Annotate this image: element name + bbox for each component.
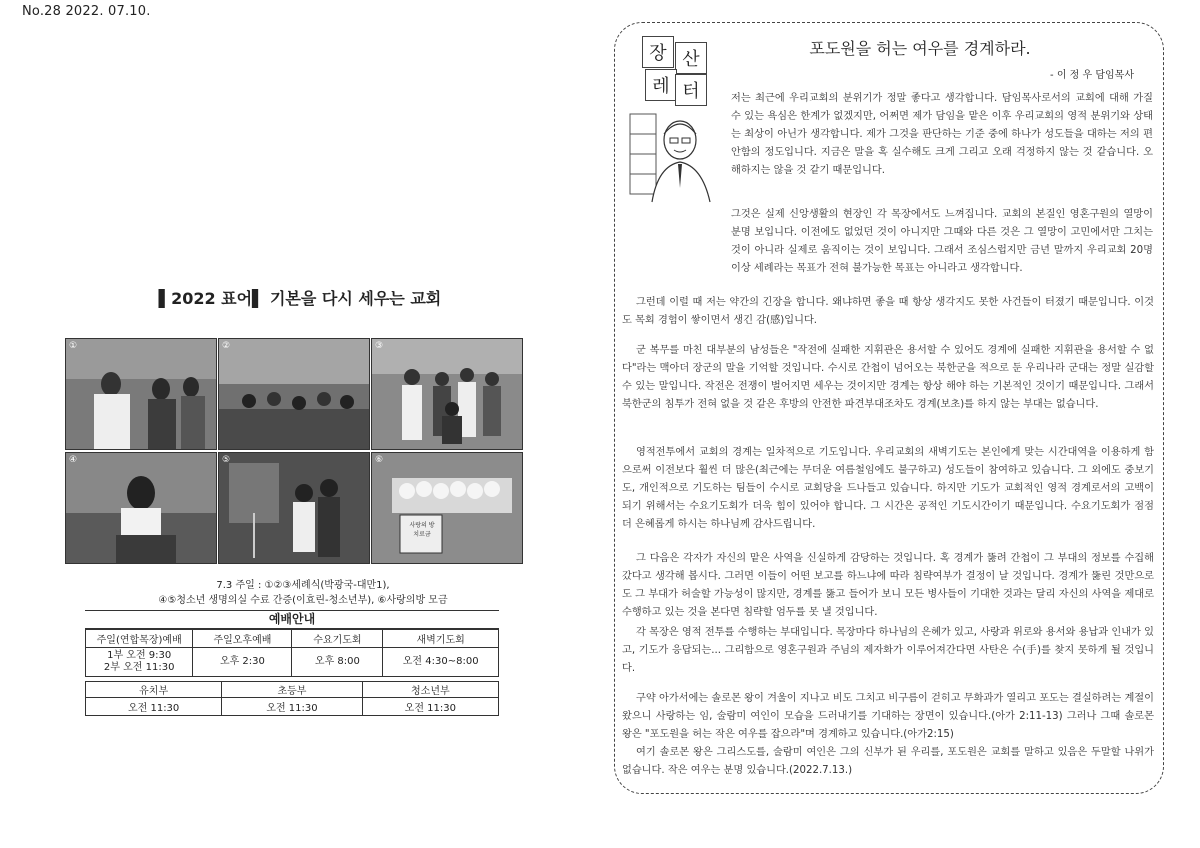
- photo-testimony-2-image: [219, 453, 369, 563]
- worship-title: 예배안내: [85, 610, 499, 629]
- letter-paragraph: 구약 아가서에는 솔로몬 왕이 겨울이 지나고 비도 그치고 비구름이 걷히고 무화과가 열리고 포도는 결실하려는 계절이 왔으니 사랑하는 임, 술람미 여인이 모습을 드러내기를 기대하는 장면이 있습니다.(아가 2:11-13) 그러나 그때 솔로몬 왕은 "포도원을 허는 작은 여우를 잡으라"며 경계하고 있습니다.(아가2:15): [622, 693, 1154, 740]
- letter-paragraph: 그 다음은 각자가 자신의 맡은 사역을 신실하게 감당하는 것입니다. 혹 경계가 뚫려 간첩이 그 부대의 정보를 수집해 갔다고 생각해 봅시다. 그러면 이들이 어떤 보고를 하느냐에 따라 침략여부가 결정이 날 것입니다. 경계가 뚫린 것만으로도 그 부대가 허술할 가능성이 많지만, 경계를 뚫고 들어가 보니 모든 병사들이 기대한 것과는 달리 자신의 사역을 제대로 수행하고 있는 것을 본다면 침략할 엄두를 못 낼 것입니다.: [622, 553, 1154, 618]
- department-time: 오전 11:30: [86, 698, 222, 716]
- year-motto: ▌2022 표어▌ 기본을 다시 세우는 교회: [158, 289, 442, 308]
- letter-paragraph: 그런데 이럴 때 저는 약간의 긴장을 합니다. 왜냐하면 좋을 때 항상 생각지도 못한 사건들이 터졌기 때문입니다. 이것도 목회 경험이 쌓이면서 생긴 감(感)입니다.: [622, 297, 1154, 326]
- caption-line-2: ④⑤청소년 생명의실 수료 간증(이효린-청소년부), ⑥사랑의방 모금: [158, 595, 448, 606]
- photo-number: ⑥: [375, 455, 384, 465]
- department-time: 오전 11:30: [222, 698, 362, 716]
- photo-number: ⑤: [222, 455, 231, 465]
- letter-paragraph: 각 목장은 영적 전투를 수행하는 부대입니다. 목장마다 하나님의 은혜가 있고, 사랑과 위로와 용서와 용납과 인내가 있고, 기도가 응답되는... 그리함으로 영혼구원과 주님의 제자화가 이루어져간다면 사탄은 수(手)를 찾지 못하게 될 것입니다.: [622, 627, 1154, 674]
- department-header: 유치부: [86, 682, 222, 698]
- photo-number: ②: [222, 341, 231, 351]
- photo-baptism-1-image: [66, 339, 216, 449]
- column-badge: [642, 36, 706, 102]
- worship-header: 새벽기도회: [383, 630, 499, 648]
- worship-header: 주일(연합목장)예배: [86, 630, 193, 648]
- photo-baptism-2-image: [219, 339, 369, 449]
- worship-header: 주일오후예배: [193, 630, 292, 648]
- photo-donation: [371, 452, 523, 564]
- photo-baptism-1: [65, 338, 217, 450]
- letter-title: 포도원을 허는 여우를 경계하라.: [809, 39, 1031, 58]
- photo-baptism-3: [371, 338, 523, 450]
- photo-baptism-3-image: [372, 339, 522, 449]
- letter-paragraph: 그것은 실제 신앙생활의 현장인 각 목장에서도 느껴집니다. 교회의 본질인 영혼구원의 열망이 분명 보입니다. 이전에도 없었던 것이 아니지만 그때와 다른 것은 그 열망이 고민에서만 그치는 것이 아니라 실제로 움직이는 것이 보입니다. 그래서 조심스럽지만 금년 말까지 우리교회 20명 이상 세례라는 목표가 전혀 불가능한 목표는 아니라고 생각합니다.: [731, 209, 1153, 274]
- photo-testimony-1-image: [66, 453, 216, 563]
- department-table: [85, 681, 499, 716]
- letter-paragraph: 여기 솔로몬 왕은 그리스도를, 술람미 여인은 그의 신부가 된 우리를, 포도원은 교회를 말하고 있음은 두말할 나위가 없습니다. 작은 여우는 분명 있습니다.(2022.7.13.): [622, 747, 1154, 776]
- worship-time: 오후 2:30: [193, 648, 292, 677]
- badge-char: 레: [645, 69, 677, 101]
- worship-time: 오후 8:00: [292, 648, 383, 677]
- photo-grid: [65, 338, 541, 564]
- letter-paragraph: 군 복무를 마친 대부분의 남성들은 "작전에 실패한 지휘관은 용서할 수 있어도 경계에 실패한 지휘관을 용서할 수 없다"라는 맥아더 장군의 말을 기억할 것입니다. 수시로 간첩이 넘어오는 북한군을 적으로 둔 우리나라 군대는 정말 실감할 수 있는 말입니다. 작전은 전쟁이 벌어지면 세우는 것이지만 경계는 항상 해야 하는 기본적인 것이기 때문입니다. 그래서 북한군의 침투가 전혀 없을 것 같은 후방의 안전한 파견부대조차도 경계(보초)를 하지 않는 부대는 없습니다.: [622, 345, 1154, 410]
- department-header: 초등부: [222, 682, 362, 698]
- department-header: 청소년부: [362, 682, 498, 698]
- letter-paragraph: 영적전투에서 교회의 경계는 일차적으로 기도입니다. 우리교회의 새벽기도는 본인에게 맞는 시간대역을 이용하게 함으로써 이전보다 훨씬 더 많은(최근에는 무더운 여름철임에도 불구하고) 성도들이 참여하고 있습니다. 그 외에도 중보기도, 개인적으로 기도하는 팀들이 수시로 교회당을 드나들고 있습니다. 하지만 기도가 교회적인 영적 경계로서의 고백이 되기 위해서는 수요기도회가 더욱 힘이 있어야 합니다. 그 시간은 공적인 기도시간이기 때문입니다. 수요기도회가 점점 더 은혜롭게 하시는 하나님께 감사드립니다.: [622, 447, 1154, 530]
- photo-testimony-2: [218, 452, 370, 564]
- photo-caption: [65, 578, 541, 608]
- issue-number: No.28 2022. 07.10.: [22, 4, 151, 19]
- photo-baptism-2: [218, 338, 370, 450]
- worship-schedule: [85, 610, 499, 716]
- badge-char: 산: [675, 42, 707, 74]
- caption-line-1: 7.3 주일 : ①②③세례식(박광국-대만1),: [216, 580, 390, 591]
- worship-header: 수요기도회: [292, 630, 383, 648]
- photo-number: ①: [69, 341, 78, 351]
- photo-donation-image: [372, 453, 522, 563]
- worship-time: 오전 4:30~8:00: [383, 648, 499, 677]
- photo-number: ③: [375, 341, 384, 351]
- letter-paragraph: 저는 최근에 우리교회의 분위기가 정말 좋다고 생각합니다. 담임목사로서의 교회에 대해 가질 수 있는 욕심은 한계가 없겠지만, 어쩌면 제가 담임을 맡은 이후 우리교회의 영적 분위기와 상태는 최상이 아닌가 생각합니다. 제가 그것을 판단하는 기준 중에 하나가 성도들을 대하는 저의 편안함의 정도입니다. 지금은 말을 혹 실수해도 크게 그리고 오래 걱정하지 않는 것 같습니다. 오해하지는 않을 것 같기 때문입니다.: [731, 93, 1153, 176]
- photo-testimony-1: [65, 452, 217, 564]
- photo-number: ④: [69, 455, 78, 465]
- badge-char: 터: [675, 74, 707, 106]
- department-time: 오전 11:30: [362, 698, 498, 716]
- pastor-portrait: [628, 108, 722, 204]
- donation-sign: 사랑의 방 치료금: [409, 522, 435, 538]
- worship-table: [85, 629, 499, 677]
- letter-author: - 이 정 우 담임목사: [1050, 70, 1134, 81]
- worship-time: 1부 오전 9:30 2부 오전 11:30: [86, 648, 193, 677]
- badge-char: 장: [642, 36, 674, 68]
